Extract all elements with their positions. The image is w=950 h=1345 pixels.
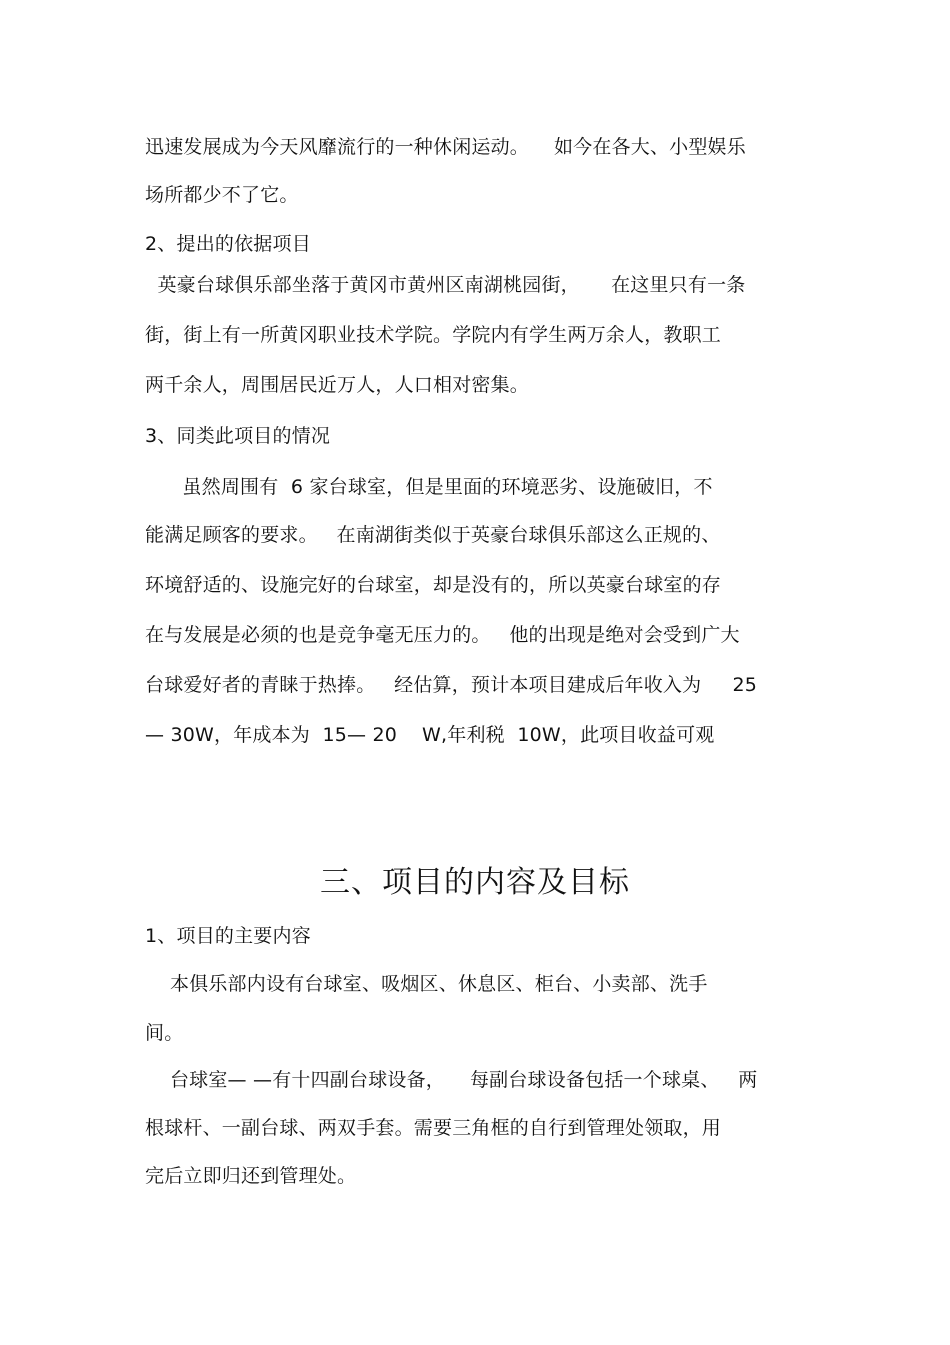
chapter-title: 三、项目的内容及目标 (320, 865, 630, 900)
paragraph-line: 环境舒适的、设施完好的台球室，却是没有的，所以英豪台球室的存 (145, 574, 722, 596)
paragraph-line: 场所都少不了它。 (145, 184, 299, 206)
paragraph-line: 虽然周围有 6 家台球室，但是里面的环境恶劣、设施破旧，不 (145, 476, 713, 498)
paragraph-line: 在与发展是必须的也是竞争毫无压力的。 他的出现是绝对会受到广大 (145, 624, 740, 646)
paragraph-line: 完后立即归还到管理处。 (145, 1165, 357, 1187)
section-heading-2: 2、提出的依据项目 (145, 233, 311, 255)
paragraph-line: 台球爱好者的青睐于热捧。 经估算，预计本项目建成后年收入为 25 (145, 674, 758, 696)
paragraph-line: 能满足顾客的要求。 在南湖街类似于英豪台球俱乐部这么正规的、 (145, 524, 721, 546)
paragraph-line: 英豪台球俱乐部坐落于黄冈市黄州区南湖桃园街， 在这里只有一条 (145, 274, 746, 296)
paragraph-line: — 30W，年成本为 15— 20 W,年利税 10W，此项目收益可观 (145, 724, 715, 746)
paragraph-line: 间。 (145, 1022, 184, 1044)
paragraph-line: 两千余人，周围居民近万人，人口相对密集。 (145, 374, 530, 396)
section-heading-1: 1、项目的主要内容 (145, 925, 311, 947)
section-heading-3: 3、同类此项目的情况 (145, 425, 331, 447)
paragraph-line: 迅速发展成为今天风靡流行的一种休闲运动。 如今在各大、小型娱乐 (145, 136, 746, 158)
paragraph-line: 台球室— —有十四副台球设备， 每副台球设备包括一个球桌、 两 (145, 1069, 758, 1091)
paragraph-line: 根球杆、一副台球、两双手套。需要三角框的自行到管理处领取，用 (145, 1117, 722, 1139)
paragraph-line: 街，街上有一所黄冈职业技术学院。学院内有学生两万余人，教职工 (145, 324, 722, 346)
paragraph-line: 本俱乐部内设有台球室、吸烟区、休息区、柜台、小卖部、洗手 (145, 973, 708, 995)
